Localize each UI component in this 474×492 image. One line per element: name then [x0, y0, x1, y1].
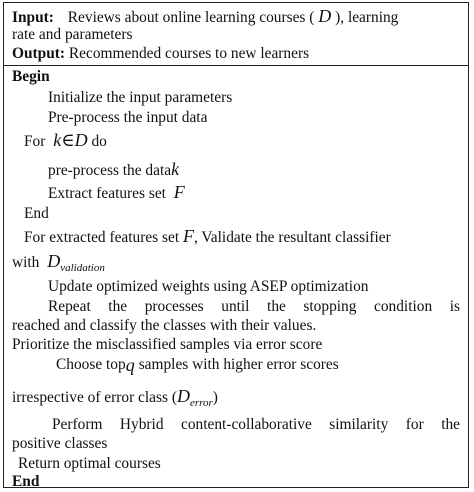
d-error-var: D: [176, 386, 190, 406]
validate-line: [24, 227, 468, 247]
for-var-k: k: [53, 130, 62, 150]
input-label: Input:: [12, 9, 54, 26]
choose-var: q: [125, 355, 135, 375]
input-line: [12, 7, 468, 27]
end-keyword: End: [12, 473, 40, 490]
step-preprocess: Pre-process the input data: [48, 109, 208, 126]
with-line: [12, 252, 468, 273]
step-initialize: Initialize the input parameters: [48, 89, 233, 106]
for-var-d: D: [74, 130, 88, 150]
validate-text-a: For extracted features set: [24, 229, 180, 246]
input-var: D: [318, 6, 332, 26]
choose-rest: [139, 356, 460, 374]
irrespective-line: [12, 387, 468, 408]
output-label: Output:: [12, 45, 66, 62]
d-validation-var: D: [47, 251, 61, 271]
step-hybrid-cont: positive classes: [12, 435, 108, 452]
end-loop: End: [24, 205, 49, 222]
for-in-symbol: ∈: [61, 130, 75, 150]
for-do: do: [91, 133, 107, 150]
input-line2: rate and parameters: [12, 26, 133, 43]
validate-var: F: [182, 226, 194, 246]
d-error-sub: error: [189, 397, 213, 409]
for-loop-line: [24, 131, 468, 151]
step-prioritize: Prioritize the misclassified samples via error score: [12, 336, 323, 353]
validate-text-b: , Validate the resultant classifier: [193, 229, 391, 246]
irrespective-text-b: ): [212, 389, 218, 406]
step-update: Update optimized weights using ASEP optimization: [48, 278, 369, 295]
step-hybrid: Perform Hybrid content-collaborative similarity for the: [52, 416, 460, 433]
d-validation-sub: validation: [60, 262, 105, 274]
begin-keyword: Begin: [12, 68, 50, 85]
loop-preprocess-text: pre-process the data: [48, 162, 172, 179]
loop-extract-text: Extract features set: [48, 185, 166, 202]
input-text-b: ), learning: [335, 9, 399, 26]
output-line: [12, 45, 468, 63]
input-text-a: Reviews about online learning courses (: [67, 9, 315, 26]
loop-extract-var: F: [173, 182, 185, 202]
header-divider: [4, 65, 468, 66]
irrespective-text-a: irrespective of error class (: [12, 389, 177, 406]
step-choose: [56, 356, 460, 374]
output-text: Recommended courses to new learners: [68, 45, 310, 62]
choose-text-a: Choose top: [56, 356, 126, 373]
algorithm-box: [3, 2, 469, 488]
loop-preprocess-var: k: [171, 159, 180, 179]
step-repeat: Repeat the processes until the stopping condition is: [48, 298, 460, 315]
for-keyword: For: [24, 133, 46, 150]
step-repeat-cont: reached and classify the classes with their values.: [12, 317, 317, 334]
choose-text-b: samples with higher error scores: [138, 356, 339, 373]
loop-preprocess: [48, 160, 468, 180]
step-return: Return optimal courses: [18, 455, 161, 472]
loop-extract: [48, 183, 468, 203]
with-text: with: [12, 254, 40, 271]
